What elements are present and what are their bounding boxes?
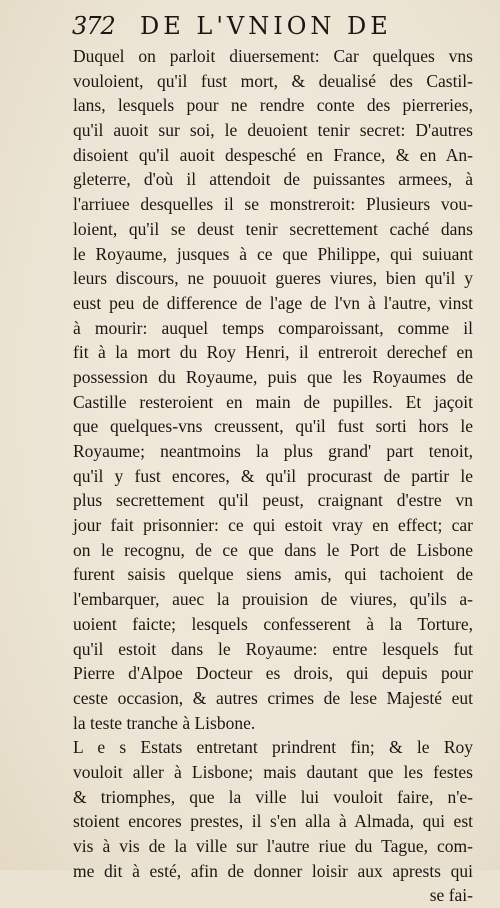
text-line: lans, lesquels pour ne rendre conte des pierreries,: [73, 95, 473, 116]
text-line: possession du Royaume, puis que les Royaumes de: [73, 366, 473, 387]
text-line: on le recognu, de ce que dans le Port de Lisbone: [73, 539, 473, 560]
text-line: Pierre d'Alpoe Docteur es drois, qui depuis pour: [73, 663, 473, 684]
text-line: l'embarquer, auec la prouision de viures, qu'ils a-: [73, 589, 473, 610]
text-line: vis à vis de la ville sur l'autre riue du Tague, com-: [73, 836, 473, 856]
text-line: qu'il y fust encores, & qu'il procurast de partir le: [73, 465, 473, 486]
text-line: que quelques-vns creussent, qu'il fust sorti hors le: [73, 416, 473, 437]
text-line: jour fait prisonnier: ce qui estoit vray en effect; car: [73, 515, 473, 536]
text-line: fit à la mort du Roy Henri, il entreroit derechef en: [73, 342, 473, 363]
text-line: ceste occasion, & autres crimes de lese Majesté eut: [73, 687, 473, 708]
text-line: plus secrettement qu'il peust, craignant d'estre vn: [73, 490, 473, 511]
text-line: Royaume; neantmoins la plus grand' part tenoit,: [73, 441, 473, 461]
text-line: à mourir: auquel temps comparoissant, comme il: [73, 317, 473, 338]
page-number: 372: [72, 12, 115, 40]
text-line: Duquel on parloit diuersement: Car quelques vns: [73, 46, 473, 66]
text-line: uoient faicte; lesquels confesserent à la Torture,: [73, 613, 473, 634]
text-line: Castille resteroient en main de pupilles. Et jaçoit: [73, 391, 473, 412]
text-line: vouloit aller à Lisbone; mais dautant que les festes: [73, 761, 473, 782]
text-line: leurs discours, ne pouuoit gueres viures, bien qu'il y: [73, 268, 473, 289]
text-line: & triomphes, que la ville lui vouloit faire, n'e-: [73, 786, 473, 807]
text-line: stoient encores prestes, il s'en alla à Almada, qui est: [73, 811, 473, 832]
text-line: l'arriuee desquelles il se monstreroit: Plusieurs vou-: [73, 194, 473, 215]
body-text: [73, 44, 473, 908]
text-line: L e s Estats entretant prindrent fin; & le Roy: [73, 737, 473, 758]
page-header: [72, 12, 452, 42]
text-line: eust peu de difference de l'age de l'vn à l'autre, vinst: [73, 292, 473, 313]
text-line: vouloient, qu'il fust mort, & deualisé des Castil-: [73, 70, 473, 91]
paragraph-end-line: la teste tranche à Lisbone.: [73, 712, 256, 733]
text-line: le Royaume, jusques à ce que Philippe, qui suiuant: [73, 243, 473, 264]
text-line: gleterre, d'où il attendoit de puissantes armees, à: [73, 169, 473, 190]
text-line: furent saisis quelque siens amis, qui tachoient de: [73, 564, 473, 585]
text-line: loient, qu'il se deust tenir secrettement caché dans: [73, 218, 473, 239]
running-title: DE L'VNION DE: [140, 12, 392, 40]
text-line: qu'il auoit sur soi, le deuoient tenir secret: D'autres: [73, 120, 473, 141]
text-line: disoient qu'il auoit despesché en France, & en An-: [73, 144, 473, 165]
text-line: me dit à esté, afin de donner loisir aux aprests qui: [73, 860, 473, 881]
text-line: qu'il estoit dans le Royaume: entre lesquels fut: [73, 638, 473, 659]
catchword: se fai-: [429, 885, 473, 906]
